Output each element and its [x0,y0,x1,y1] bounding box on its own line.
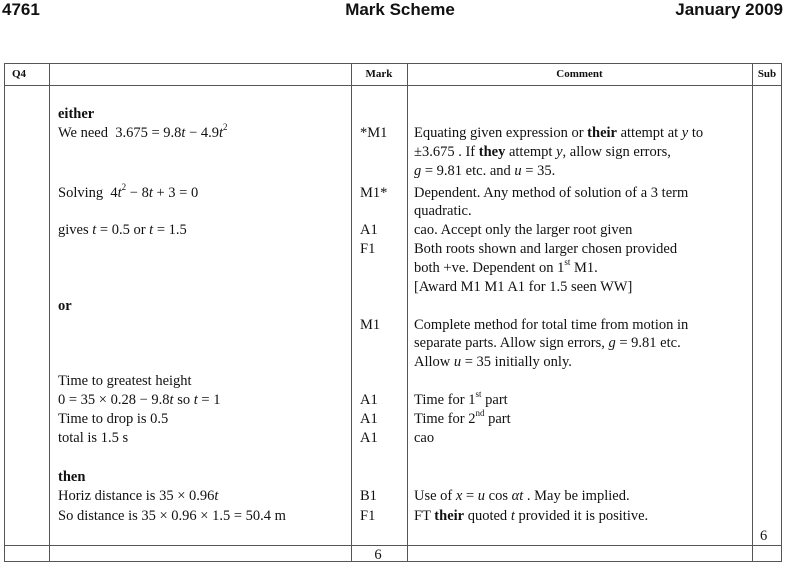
comment-line: Use of x = u cos αt . May be implied. [414,488,630,504]
working-line-time-to-drop: Time to drop is 0.5 [58,411,169,427]
document-date: January 2009 [675,0,783,19]
column-divider [752,64,753,561]
mark-b1: B1 [360,488,377,504]
comment-line: g = 9.81 etc. and u = 35. [414,163,556,179]
mark-a1: A1 [360,222,378,238]
label-either: either [58,106,95,122]
label-then: then [58,469,86,485]
comment-line: cao [414,430,435,446]
comment-line: ±3.675 . If they attempt y, allow sign errors, [414,144,671,160]
working-line-horiz-distance: Horiz distance is 35 × 0.96t [58,488,219,504]
column-header-comment: Comment [556,68,603,80]
mark-f1: F1 [360,241,376,257]
mark-m1-star: *M1 [360,125,388,141]
mark-a1: A1 [360,392,378,408]
mark-a1: A1 [360,411,378,427]
comment-line: both +ve. Dependent on 1st M1. [414,257,598,276]
mark-a1: A1 [360,430,378,446]
column-header-mark: Mark [365,68,393,80]
working-line-total: total is 1.5 s [58,430,129,446]
comment-line: Time for 1st part [414,389,508,408]
column-header-question: Q4 [12,68,27,80]
comment-line: Time for 2nd part [414,408,511,427]
label-or: or [58,298,72,314]
mark-m1-dependent: M1* [360,185,388,201]
mark-f1: F1 [360,508,376,524]
column-divider [351,64,352,561]
comment-line: cao. Accept only the larger root given [414,222,633,238]
column-divider [407,64,408,561]
working-line-gives: gives t = 0.5 or t = 1.5 [58,222,187,238]
comment-line: Equating given expression or their attempt at y to [414,125,704,141]
comment-line: Dependent. Any method of solution of a 3 term [414,185,689,201]
comment-line: [Award M1 M1 A1 for 1.5 seen WW] [414,279,633,295]
comment-line: separate parts. Allow sign errors, g = 9.81 etc. [414,335,681,351]
comment-line: FT their quoted t provided it is positive. [414,508,649,524]
header-row-divider [5,85,781,86]
working-line-equation: 0 = 35 × 0.28 − 9.8t so t = 1 [58,392,221,408]
working-line-so-distance: So distance is 35 × 0.96 × 1.5 = 50.4 m [58,508,286,524]
comment-line: Both roots shown and larger chosen provided [414,241,678,257]
mark-total: 6 [374,547,382,563]
comment-line: Allow u = 35 initially only. [414,354,572,370]
comment-line: quadratic. [414,203,472,219]
working-line-solving: Solving $4t^2 - 8t + 3 = 0$ [58,182,199,201]
mark-m1: M1 [360,317,381,333]
total-row-divider [5,545,781,546]
working-line-greatest-height: Time to greatest height [58,373,192,389]
document-code: 4761 [2,0,40,19]
column-header-sub: Sub [757,68,777,80]
column-divider [49,64,50,561]
document-title: Mark Scheme [345,0,455,19]
sub-total: 6 [760,528,768,544]
working-line-we-need: We need $3.675 = 9.8t - 4.9t^2$ [58,122,228,141]
comment-line: Complete method for total time from motion in [414,317,689,333]
